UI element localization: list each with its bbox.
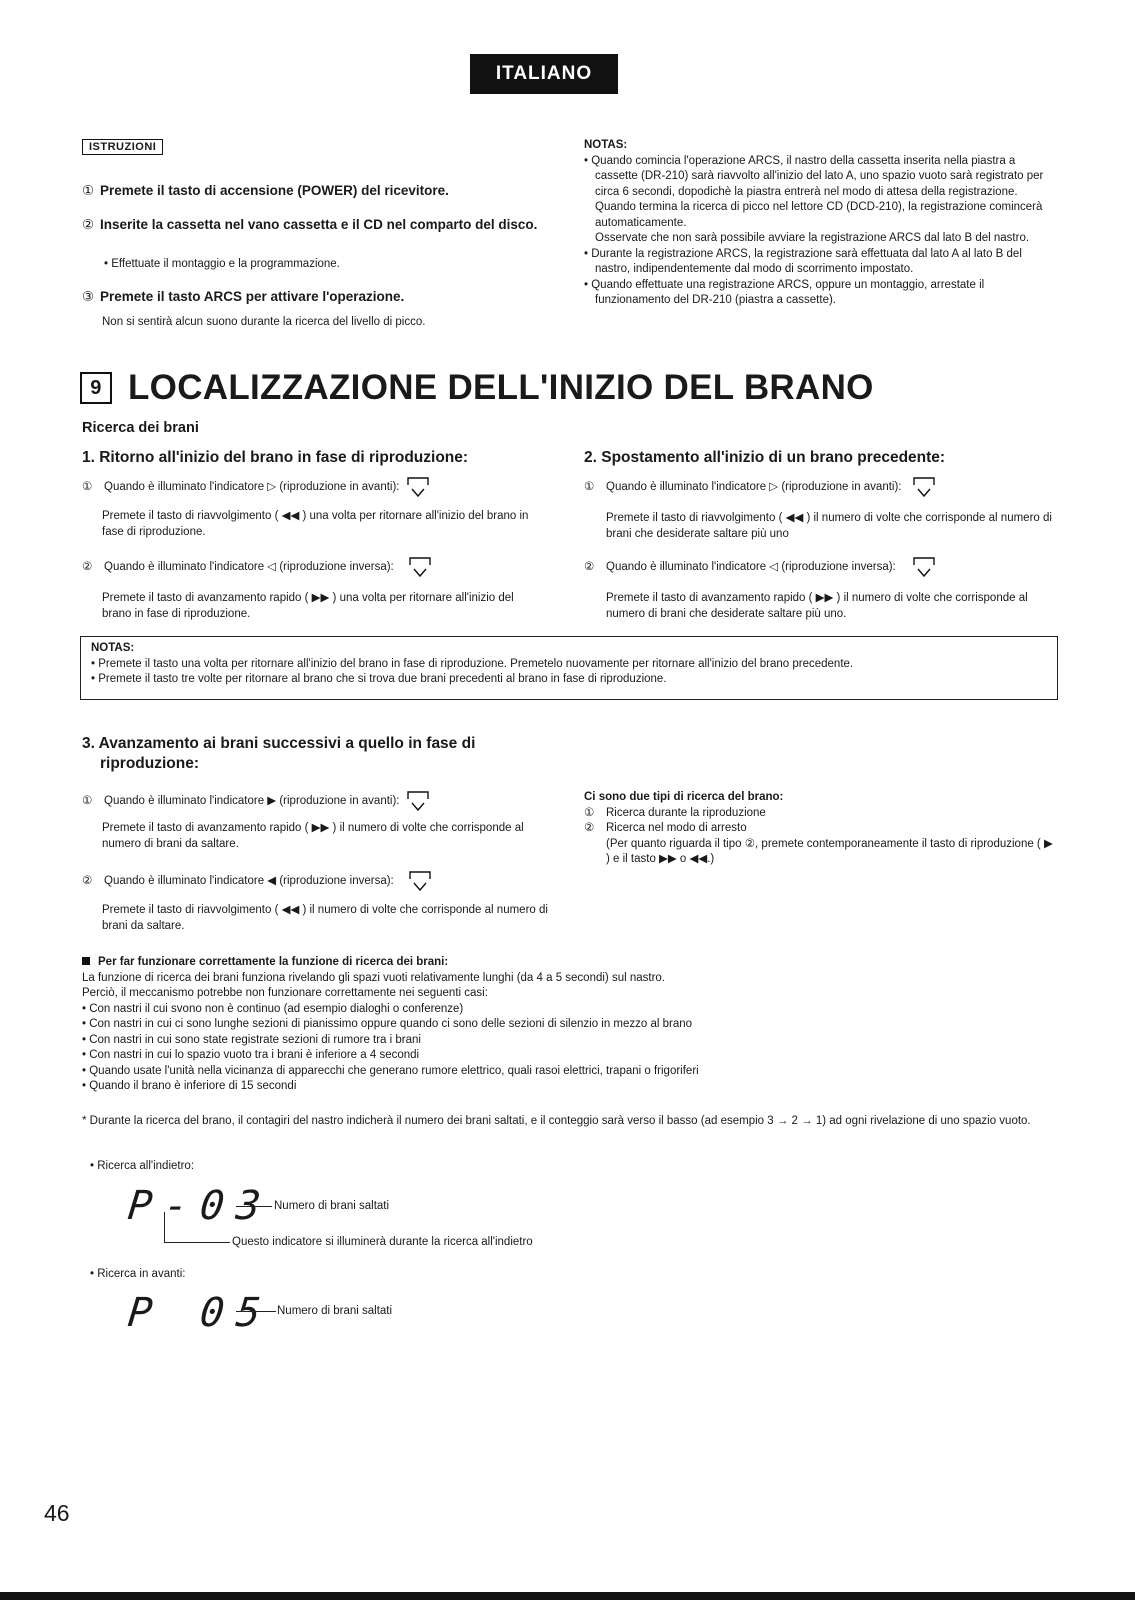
note-item: • Premete il tasto tre volte per ritornare al brano che si trova due brani precedenti al brano in fase di riproduzione. [91,672,1047,688]
part3-item1-line: ① Quando è illuminato l'indicatore ▶ (riproduzione in avanti): [82,790,430,812]
part3-item2-text: Premete il tasto di riavvolgimento ( ◀◀ ) il numero di volte che corrisponde al numero di brani da saltare. [102,904,548,932]
section-subtitle: Ricerca dei brani [82,420,199,436]
callout-line [236,1311,276,1312]
forward-callout: Numero di brani saltati [277,1305,393,1317]
callout-line [164,1212,165,1242]
bottom-border [0,1592,1135,1600]
forward-search-label: • Ricerca in avanti: [90,1268,186,1280]
list-item: • Quando il brano è inferiore di 15 secondi [82,1079,1062,1095]
notes-top: NOTAS: • Quando comincia l'operazione ARCS, il nastro della cassetta inserita nella piastra a cassette (DR-210) sarà riavvolto all'inizio del lato A, uno spazio vuoto sarà registrato per circa 6 secondi, dopodichè la piastra entrerà nel modo di attesa della registrazione. Quando termina la ricerca di picco nel lettore CD (DCD-210), la registrazione comincerà automaticamente. Osservate che non sarà possibile avviare la registrazione ARCS dal lato B del nastro. • Durante la registrazione ARCS, la registrazione sarà effettuata dal lato A al lato B del nastro, indipendentemente dal modo di scorrimento impostato. • Quando effettuate una registrazione ARCS, oppure un montaggio, arrestate il funzionamento del DR-210 (piastra a cassette). [584,138,1054,309]
down-arrow-icon [912,476,936,498]
instruction-step-3: ③ Premete il tasto ARCS per attivare l'operazione. [82,289,405,304]
note-item: • Quando comincia l'operazione ARCS, il nastro della cassetta inserita nella piastra a cassette (DR-210) sarà riavvolto all'inizio del lato A, uno spazio vuoto sarà registrato per circa 6 secondi, dopodichè la piastra entrerà nel modo di attesa della registrazione. Quando termina la ricerca di picco nel lettore CD (DCD-210), la registrazione comincerà automaticamente. [584,154,1054,232]
part3-item2-line: ② Quando è illuminato l'indicatore ◀ (riproduzione inversa): [82,870,432,892]
callout-line [236,1206,272,1207]
forward-display: P 05 [125,1290,275,1336]
instruction-step-1: ① Premete il tasto di accensione (POWER) del ricevitore. [82,183,449,198]
language-tab: ITALIANO [470,54,618,94]
instruction-step-2: ② Inserite la cassetta nel vano cassetta e il CD nel comparto del disco. [82,217,538,232]
backward-display: P-03 [125,1183,275,1229]
part3-item1-text: Premete il tasto di avanzamento rapido ( ▶▶ ) il numero di volte che corrisponde al numero di brani da saltare. [102,822,524,850]
section-number: 9 [80,372,112,404]
instruction-step-2-note: • Effettuate il montaggio e la programmazione. [104,258,340,270]
part2-item2-text: Premete il tasto di avanzamento rapido ( ▶▶ ) il numero di volte che corrisponde al numero di brani che desiderate saltare più uno. [606,592,1028,620]
section-title: 9 LOCALIZZAZIONE DELL'INIZIO DEL BRANO [80,368,874,408]
function-notes: Per far funzionare correttamente la funzione di ricerca dei brani: La funzione di ricerca dei brani funziona rivelando gli spazi vuoti relativamente lunghi (da 4 a 5 secondi) sul nastro. Perciò, il meccanismo potrebbe non funzionare correttamente nei seguenti casi: • Con nastri il cui svono non è continuo (ad esempio dialoghi o conferenze) • Con nastri in cui ci sono lunghe sezioni di pianissimo oppure quando ci sono delle sezioni di silenzio in mezzo al brano • Con nastri in cui sono state registrate sezioni di rumore tra i brani • Con nastri in cui lo spazio vuoto tra i brani è inferiore a 4 secondi • Quando usate l'unità nella vicinanza di apparecchi che generano rumore elettrico, quali rasoi elettrici, trapani o frigoriferi • Quando il brano è inferiore di 15 secondi [82,955,1062,1095]
note-item: • Durante la registrazione ARCS, la registrazione sarà effettuata dal lato A al lato B del nastro, indipendentemente dal modo di scorrimento impostato. [584,247,1054,278]
page-number: 46 [44,1500,70,1526]
square-bullet-icon [82,957,90,965]
backward-callout-2: Questo indicatore si illuminerà durante la ricerca all'indietro [232,1236,533,1248]
list-item: • Con nastri il cui svono non è continuo (ad esempio dialoghi o conferenze) [82,1002,1062,1018]
part2-item1-line: ① Quando è illuminato l'indicatore ▷ (riproduzione in avanti): [584,476,936,498]
part2-item1-text: Premete il tasto di riavvolgimento ( ◀◀ ) il numero di volte che corrisponde al numero di brani che desiderate saltare più uno [606,512,1052,540]
backward-callout-1: Numero di brani saltati [274,1200,390,1212]
part1-item2-text: Premete il tasto di avanzamento rapido ( ▶▶ ) una volta per ritornare all'inizio del brano in fase di riproduzione. [102,592,514,620]
note-item: • Quando effettuate una registrazione ARCS, oppure un montaggio, arrestate il funzionamento del DR-210 (piastra a cassette). [584,278,1054,309]
part1-title: 1. Ritorno all'inizio del brano in fase di riproduzione: [82,449,469,466]
down-arrow-icon [408,870,432,892]
down-arrow-icon [406,476,430,498]
down-arrow-icon [408,556,432,578]
search-types: Ci sono due tipi di ricerca del brano: ① Ricerca durante la riproduzione ② Ricerca nel modo di arresto (Per quanto riguarda il tipo ②, premete contemporaneamente il tasto di riproduzione ( ▶ ) e il tasto ▶▶ o ◀◀.) [584,791,1053,865]
part1-item1-line: ① Quando è illuminato l'indicatore ▷ (riproduzione in avanti): [82,476,430,498]
list-item: • Con nastri in cui ci sono lunghe sezioni di pianissimo oppure quando ci sono delle sezioni di silenzio in mezzo al brano [82,1017,1062,1033]
part2-item2-line: ② Quando è illuminato l'indicatore ◁ (riproduzione inversa): [584,556,936,578]
list-item: • Quando usate l'unità nella vicinanza di apparecchi che generano rumore elettrico, quali rasoi elettrici, trapani o frigoriferi [82,1064,1062,1080]
istruzioni-label: ISTRUZIONI [82,139,163,155]
part2-title: 2. Spostamento all'inizio di un brano precedente: [584,449,946,466]
note-extra: Osservate che non sarà possibile avviare la registrazione ARCS dal lato B del nastro. [595,232,1030,244]
note-item: • Premete il tasto una volta per ritornare all'inizio del brano in fase di riproduzione. Premetelo nuovamente per ritornare all'inizio del brano precedente. [91,657,1047,673]
down-arrow-icon [912,556,936,578]
asterisk-note: * Durante la ricerca del brano, il contagiri del nastro indicherà il numero dei brani saltati, e il conteggio sarà verso il basso (ad esempio 3 → 2 → 1) ad ogni rivelazione di uno spazio vuoto. [82,1115,1031,1127]
list-item: • Con nastri in cui sono state registrate sezioni di rumore tra i brani [82,1033,1062,1049]
callout-line [164,1242,230,1243]
notes-box: NOTAS: • Premete il tasto una volta per ritornare all'inizio del brano in fase di riproduzione. Premetelo nuovamente per ritornare all'inizio del brano precedente. • Premete il tasto tre volte per ritornare al brano che si trova due brani precedenti al brano in fase di riproduzione. [80,636,1058,700]
part1-item2-line: ② Quando è illuminato l'indicatore ◁ (riproduzione inversa): [82,556,432,578]
part3-title: 3. Avanzamento ai brani successivi a quello in fase di riproduzione: [82,735,476,772]
backward-search-label: • Ricerca all'indietro: [90,1160,195,1172]
list-item: • Con nastri in cui lo spazio vuoto tra i brani è inferiore a 4 secondi [82,1048,1062,1064]
instruction-step-3-note: Non si sentirà alcun suono durante la ricerca del livello di picco. [102,316,426,328]
part1-item1-text: Premete il tasto di riavvolgimento ( ◀◀ ) una volta per ritornare all'inizio del brano in fase di riproduzione. [102,510,529,538]
down-arrow-icon [406,790,430,812]
